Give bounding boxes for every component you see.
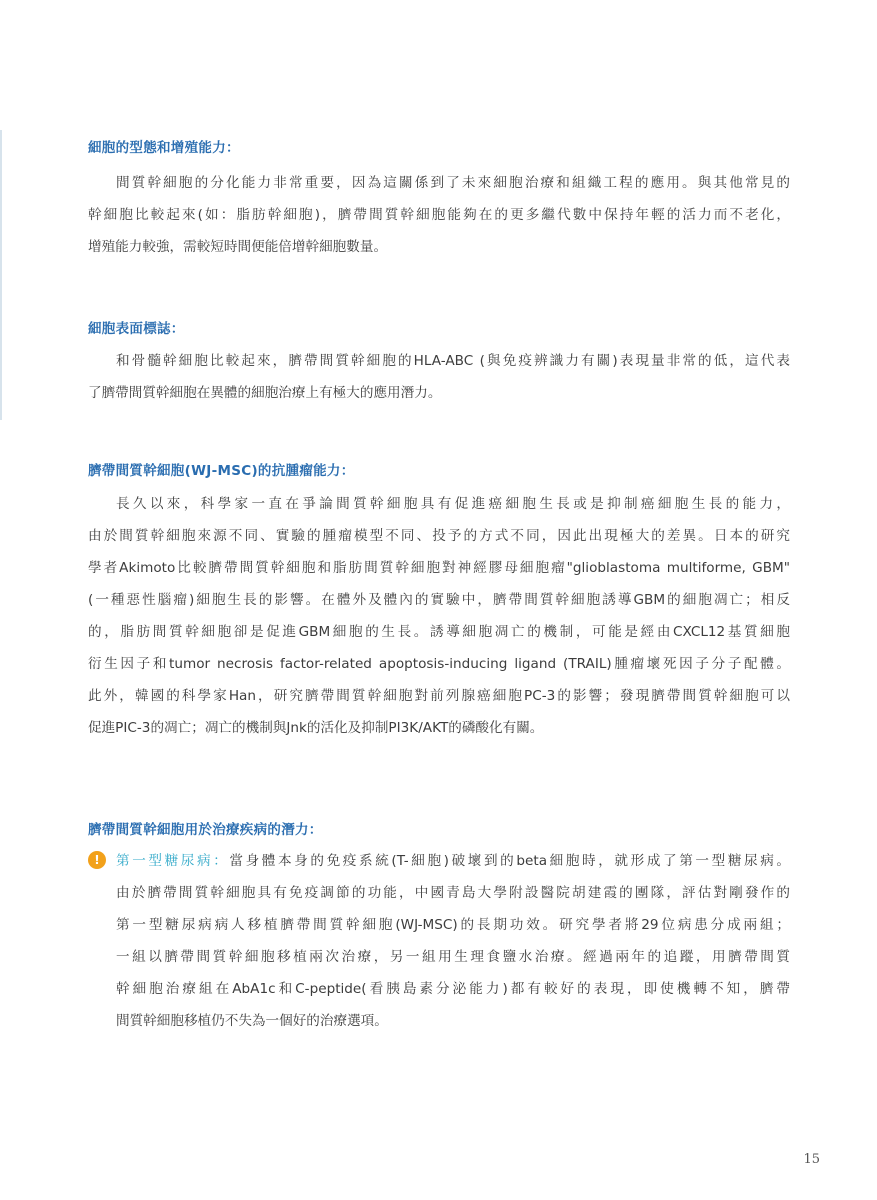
paragraph-line: 長久以來，科學家一直在爭論間質幹細胞具有促進癌細胞生長或是抑制癌細胞生長的能力， (116, 496, 790, 512)
paragraph-line: 幹細胞比較起來(如：脂肪幹細胞)，臍帶間質幹細胞能夠在的更多繼代數中保持年輕的活力而不老化， (88, 207, 790, 223)
paragraph-line: 促進PIC-3的凋亡；凋亡的機制與Jnk的活化及抑制PI3K/AKT的磷酸化有關。 (88, 720, 544, 736)
paragraph-line: 了臍帶間質幹細胞在異體的細胞治療上有極大的應用潛力。 (88, 385, 442, 401)
section-heading-treatment-potential: 臍帶間質幹細胞用於治療疾病的潛力： (88, 822, 323, 838)
paragraph-line: 的，脂肪間質幹細胞卻是促進GBM細胞的生長。誘導細胞凋亡的機制，可能是經由CXCL12基質細胞 (88, 624, 790, 640)
bullet-body (116, 845, 790, 1037)
section-heading-morphology: 細胞的型態和增殖能力： (88, 140, 240, 156)
bullet-first-line-text: 當身體本身的免疫系統(T-細胞)破壞到的beta細胞時，就形成了第一型糖尿病。 (229, 853, 791, 869)
paragraph-line: 此外，韓國的科學家Han，研究臍帶間質幹細胞對前列腺癌細胞PC-3的影響；發現臍帶間質幹細胞可以 (88, 688, 790, 704)
paragraph-surface-markers (88, 345, 790, 409)
paragraph-line: 幹細胞治療組在AbA1c和C-peptide(看胰島素分泌能力)都有較好的表現，即使機轉不知，臍帶 (116, 981, 790, 997)
section-heading-surface-markers: 細胞表面標誌： (88, 321, 185, 337)
bullet-term: 第一型糖尿病： (116, 853, 230, 869)
exclamation-icon: ! (88, 851, 106, 869)
section-heading-anti-tumor: 臍帶間質幹細胞(WJ-MSC)的抗腫瘤能力： (88, 463, 355, 479)
paragraph-line: 和骨髓幹細胞比較起來，臍帶間質幹細胞的HLA-ABC (與免疫辨識力有關)表現量非常的低，這代表 (116, 353, 790, 369)
paragraph-line: 由於間質幹細胞來源不同、實驗的腫瘤模型不同、投予的方式不同，因此出現極大的差異。日本的研究 (88, 528, 790, 544)
paragraph-line: (一種惡性腦瘤)細胞生長的影響。在體外及體內的實驗中，臍帶間質幹細胞誘導GBM的細胞凋亡；相反 (88, 592, 790, 608)
page-edge-line (0, 130, 2, 420)
paragraph-line: 衍生因子和tumor necrosis factor-related apoptosis-inducing ligand (TRAIL)腫瘤壞死因子分子配體。 (88, 656, 790, 672)
paragraph-anti-tumor (88, 488, 790, 744)
paragraph-line: 學者Akimoto比較臍帶間質幹細胞和脂肪間質幹細胞對神經膠母細胞瘤"glioblastoma multiforme, GBM" (88, 560, 790, 576)
paragraph-morphology (88, 167, 790, 263)
paragraph-line: 第一型糖尿病病人移植臍帶間質幹細胞(WJ-MSC)的長期功效。研究學者將29位病患分成兩組； (116, 917, 790, 933)
page-number: 15 (803, 1152, 820, 1167)
paragraph-line: 一組以臍帶間質幹細胞移植兩次治療，另一組用生理食鹽水治療。經過兩年的追蹤，用臍帶間質 (116, 949, 790, 965)
paragraph-line: 間質幹細胞移植仍不失為一個好的治療選項。 (116, 1013, 388, 1029)
paragraph-line: 間質幹細胞的分化能力非常重要，因為這關係到了未來細胞治療和組織工程的應用。與其他常見的 (116, 175, 790, 191)
paragraph-line: 由於臍帶間質幹細胞具有免疫調節的功能，中國青島大學附設醫院胡建霞的團隊，評估對剛發作的 (116, 885, 790, 901)
bullet-first-line (116, 845, 790, 877)
paragraph-line: 增殖能力較強，需較短時間便能倍增幹細胞數量。 (88, 239, 388, 255)
